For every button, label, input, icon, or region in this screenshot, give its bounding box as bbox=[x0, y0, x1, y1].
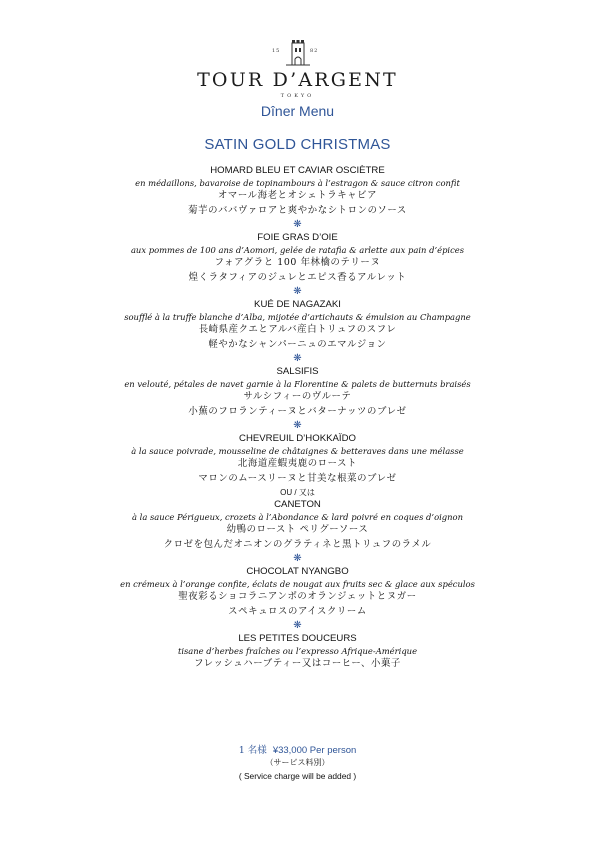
course-title: LES PETITES DOUCEURS bbox=[238, 633, 357, 644]
course-description-fr: soufflé à la truffe blanche d’Alba, mijotée d’artichauts & émulsion au Champagne bbox=[124, 312, 471, 322]
course-item bbox=[0, 232, 595, 285]
course-item bbox=[0, 165, 595, 218]
tower-logo-icon bbox=[0, 40, 595, 68]
course-description-jp: オマール海老とオシェトラキャビア bbox=[217, 190, 378, 201]
service-charge-note-jp: （サービス料別） bbox=[265, 758, 330, 767]
course-description-jp: 聖夜彩るショコラニアンボのオランジェットとヌガー bbox=[178, 591, 417, 602]
course-description-fr: en velouté, pétales de navet garnie à la Florentine & palets de butternuts braisés bbox=[124, 379, 471, 389]
course-description-fr: à la sauce poivrade, mousseline de châtaignes & betteraves dans une mélasse bbox=[131, 446, 464, 456]
course-description-fr: en médaillons, bavaroise de topinambours à l’estragon & sauce citron confit bbox=[135, 178, 460, 188]
course-title: CHOCOLAT NYANGBO bbox=[246, 566, 349, 577]
course-description-jp: スペキュロスのアイスクリーム bbox=[228, 605, 367, 617]
snowflake-icon: ❋ bbox=[293, 353, 302, 364]
course-description-jp: サルシフィーのヴルーテ bbox=[243, 391, 352, 402]
course-list bbox=[0, 165, 595, 672]
brand-city: TOKYO bbox=[280, 93, 315, 99]
or-divider: OU / 又は bbox=[280, 488, 315, 497]
snowflake-icon: ❋ bbox=[293, 286, 302, 297]
course-description-jp: 小蕪のフロランティーヌとバターナッツのブレゼ bbox=[188, 405, 407, 417]
course-description-jp: 軽やかなシャンパーニュのエマルジョン bbox=[208, 338, 387, 350]
course-description-jp: フレッシュハーブティー又はコーヒー、小菓子 bbox=[194, 658, 401, 669]
menu-title: Dîner Menu bbox=[260, 103, 335, 119]
course-description-jp: 北海道産蝦夷鹿のロースト bbox=[237, 458, 358, 469]
course-title: SALSIFIS bbox=[276, 366, 319, 377]
course-title: HOMARD BLEU ET CAVIAR OSCIÈTRE bbox=[210, 165, 385, 176]
service-charge-note-en: ( Service charge will be added ) bbox=[238, 771, 357, 781]
course-description-fr: en crémeux à l’orange confite, éclats de nougat aux fruits sec & glace aux spéculos bbox=[120, 579, 475, 589]
course-title: CHEVREUIL D’HOKKAÏDO bbox=[239, 433, 356, 444]
course-description-jp: 長崎県産クエとアルバ産白トリュフのスフレ bbox=[198, 324, 397, 335]
course-title: CANETON bbox=[274, 499, 321, 510]
snowflake-icon: ❋ bbox=[293, 420, 302, 431]
course-item bbox=[0, 566, 595, 619]
snowflake-icon: ❋ bbox=[293, 620, 302, 631]
course-description-jp: フォアグラと 100 年林檎のテリーヌ bbox=[214, 257, 381, 268]
course-item bbox=[0, 366, 595, 419]
course-description-fr: aux pommes de 100 ans d’Aomori, gelée de ratafia & arlette aux pain d’épices bbox=[130, 245, 465, 255]
price-value: ¥33,000 Per person bbox=[272, 745, 357, 756]
year-left: 15 bbox=[272, 48, 281, 54]
course-item bbox=[0, 633, 595, 672]
course-description-jp: 煌くラタフィアのジュレとエピス香るアルレット bbox=[188, 271, 407, 283]
brand-name: TOUR D’ARGENT bbox=[197, 69, 398, 91]
year-right: 82 bbox=[310, 48, 319, 54]
course-description-fr: tisane d’herbes fraîches ou l’expresso Afrique-Amérique bbox=[177, 646, 418, 656]
course-description-fr: à la sauce Périgueux, crozets à l’Abondance & lard poivré en coques d’oignon bbox=[132, 512, 463, 522]
course-title: KUÉ DE NAGAZAKI bbox=[254, 299, 341, 310]
course-description-jp: マロンのムースリーヌと甘美な根菜のブレゼ bbox=[198, 472, 397, 484]
price-line bbox=[0, 742, 595, 756]
course-description-jp: クロゼを包んだオニオンのグラティネと黒トリュフのラメル bbox=[163, 538, 432, 550]
course-description-jp: 菊芋のババヴァロアと爽やかなシトロンのソース bbox=[188, 204, 407, 216]
course-item bbox=[0, 433, 595, 486]
course-item bbox=[0, 299, 595, 352]
course-title: FOIE GRAS D’OIE bbox=[257, 232, 338, 243]
course-description-jp: 幼鴨のロースト ペリグーソース bbox=[226, 524, 369, 535]
per-person-label: 1 名様 bbox=[238, 745, 267, 756]
course-item bbox=[0, 499, 595, 552]
snowflake-icon: ❋ bbox=[293, 553, 302, 564]
collection-title: SATIN GOLD CHRISTMAS bbox=[204, 136, 391, 153]
snowflake-icon: ❋ bbox=[293, 219, 302, 230]
